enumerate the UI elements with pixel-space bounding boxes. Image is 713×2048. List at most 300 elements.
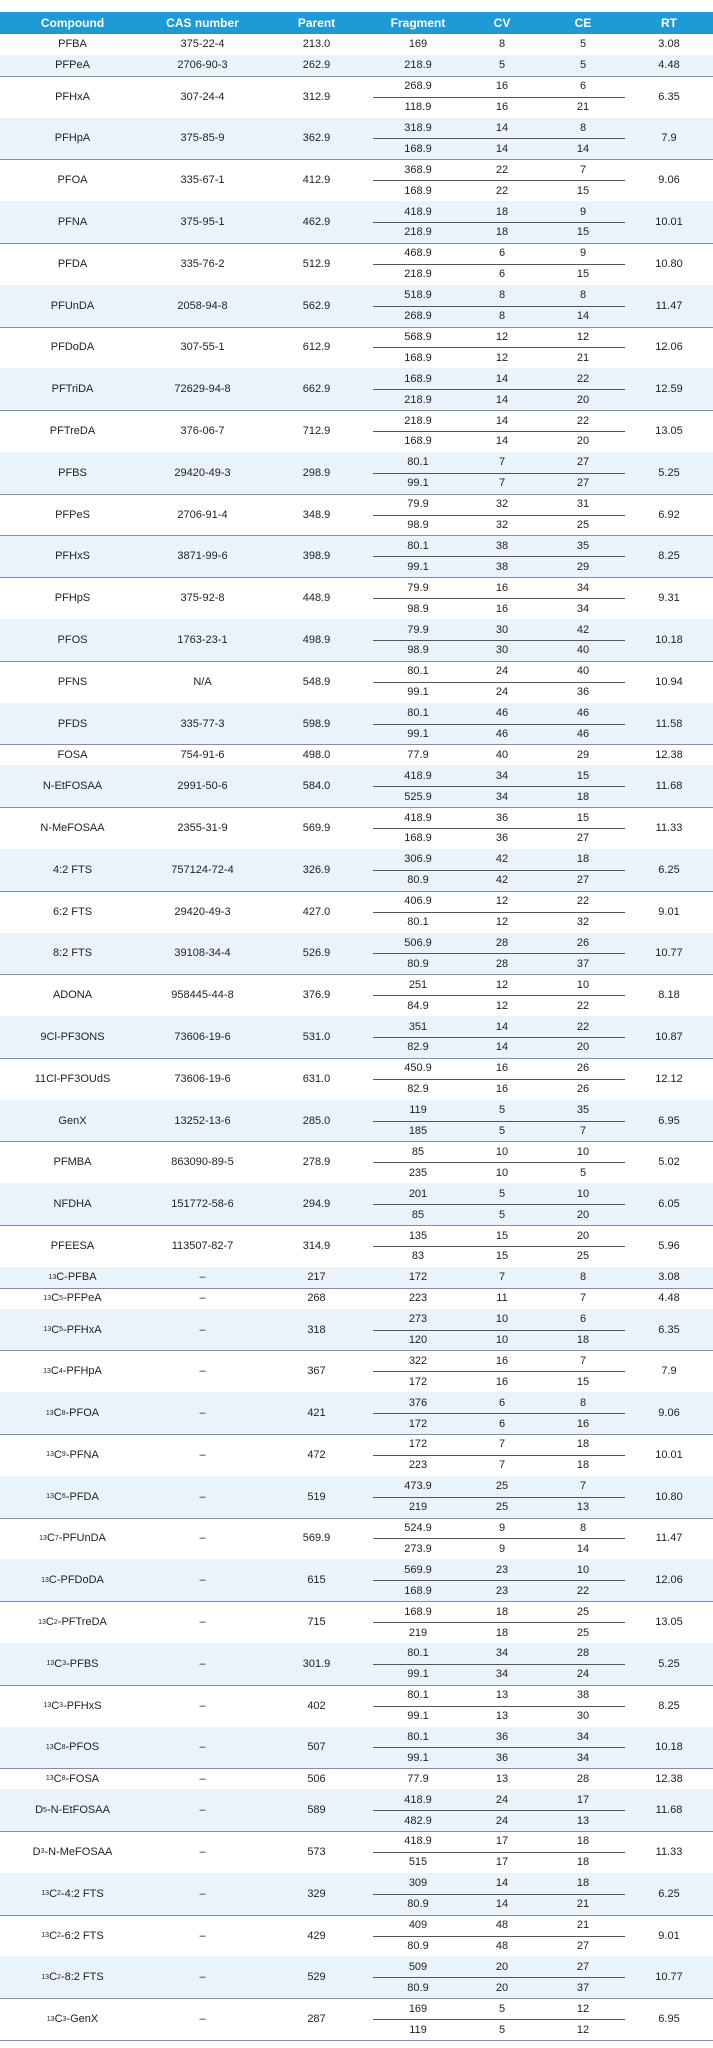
- compound-carbon-symbol: C: [53, 1448, 62, 1461]
- fragment-mass: 351: [408, 1020, 428, 1033]
- compound-base-name: -PFBS: [66, 1657, 99, 1670]
- compound-isotope-mass: 13: [41, 1932, 50, 1940]
- retention-time: 5.02: [658, 1156, 680, 1169]
- table-row: [0, 368, 713, 410]
- table-row: [0, 661, 713, 703]
- retention-time: 9.06: [658, 1407, 680, 1420]
- collision-energy: 7: [579, 163, 587, 176]
- cone-voltage: 5: [498, 1187, 506, 1200]
- header-cas: CAS number: [166, 16, 239, 30]
- collision-energy: 32: [576, 916, 590, 929]
- cone-voltage: 10: [495, 1145, 509, 1158]
- cone-voltage: 13: [495, 1772, 509, 1785]
- compound-base-name: C-PFDoDA: [48, 1574, 104, 1587]
- parent-mass: 506: [307, 1772, 326, 1785]
- collision-energy: 34: [576, 602, 590, 615]
- fragment-mass: 169: [408, 38, 428, 51]
- fragment-mass: 468.9: [404, 247, 432, 260]
- retention-time: 6.35: [658, 1323, 680, 1336]
- cas-number: 307-55-1: [180, 341, 225, 354]
- collision-energy: 18: [576, 1856, 590, 1869]
- cas-number: 151772-58-6: [171, 1198, 234, 1211]
- parent-mass: 301.9: [302, 1657, 331, 1670]
- fragment-row: [0, 1497, 713, 1518]
- parent-mass: 429: [307, 1929, 326, 1942]
- collision-energy: 8: [579, 1522, 587, 1535]
- compound-carbon-symbol: C: [54, 2013, 63, 2026]
- fragment-mass: 80.9: [407, 1898, 429, 1911]
- cone-voltage: 5: [498, 1208, 506, 1221]
- fragment-row: [0, 849, 713, 870]
- collision-energy: 10: [576, 1145, 590, 1158]
- compound-name: NFDHA: [53, 1198, 92, 1211]
- table-row: [0, 494, 713, 536]
- fragment-row: [0, 870, 713, 891]
- row-divider: [0, 2040, 713, 2041]
- parent-mass: 402: [307, 1699, 326, 1712]
- fragment-mass: 168.9: [404, 184, 432, 197]
- compound-name: PFTriDA: [51, 383, 94, 396]
- collision-energy: 18: [576, 1835, 590, 1848]
- collision-energy: 7: [579, 1292, 587, 1305]
- compound-base-name: C-PFBA: [56, 1271, 97, 1284]
- cone-voltage: 17: [495, 1856, 509, 1869]
- parent-mass: 314.9: [302, 1239, 331, 1252]
- fragment-mass: 473.9: [404, 1480, 432, 1493]
- fragment-mass: 99.1: [407, 1751, 429, 1764]
- parent-mass: 312.9: [302, 90, 331, 103]
- compound-name: PFNS: [57, 675, 88, 688]
- cone-voltage: 16: [495, 80, 509, 93]
- fragment-row: [0, 1727, 713, 1748]
- parent-mass: 367: [307, 1365, 326, 1378]
- collision-energy: 27: [576, 832, 590, 845]
- fragment-mass: 235: [408, 1166, 428, 1179]
- table-row: [0, 1350, 713, 1392]
- compound-carbon-symbol: C: [51, 1323, 60, 1336]
- fragment-mass: 80.1: [407, 456, 429, 469]
- fragment-row: [0, 1747, 713, 1768]
- retention-time: 5.96: [658, 1239, 680, 1252]
- collision-energy: 34: [576, 1751, 590, 1764]
- parent-mass: 348.9: [302, 508, 331, 521]
- cone-voltage: 9: [498, 1542, 506, 1555]
- collision-energy: 34: [576, 1731, 590, 1743]
- cas-number: 1763-23-1: [177, 633, 228, 646]
- fragment-mass: 98.9: [407, 602, 429, 615]
- retention-time: 7.9: [661, 1365, 677, 1378]
- cone-voltage: 14: [495, 122, 509, 135]
- compound-base-name: -PFHxS: [63, 1699, 102, 1712]
- fragment-mass: 80.1: [407, 665, 429, 678]
- parent-mass: 631.0: [302, 1072, 331, 1085]
- fragment-row: [0, 1601, 713, 1622]
- table-row: [0, 1225, 713, 1267]
- cone-voltage: 8: [498, 38, 506, 51]
- fragment-mass: 218.9: [404, 393, 432, 406]
- fragment-mass: 85: [411, 1208, 425, 1221]
- collision-energy: 42: [576, 623, 590, 636]
- collision-energy: 35: [576, 539, 590, 552]
- fragment-row: [0, 243, 713, 264]
- compound-name: PFDoDA: [50, 341, 95, 354]
- compound-carbon-symbol: C: [45, 1616, 54, 1629]
- cone-voltage: 5: [498, 2023, 506, 2036]
- fragment-mass: 218.9: [404, 226, 432, 239]
- collision-energy: 10: [576, 978, 590, 991]
- compound-base-name: -8:2 FTS: [60, 1971, 104, 1984]
- collision-energy: 22: [576, 414, 590, 427]
- fragment-mass: 273: [408, 1313, 428, 1326]
- fragment-row: [0, 55, 713, 76]
- fragment-row: [0, 1831, 713, 1852]
- cas-number: 73606-19-6: [174, 1030, 231, 1043]
- cone-voltage: 36: [495, 1731, 509, 1743]
- compound-name: ADONA: [52, 989, 93, 1002]
- compound-isotope-mass: 13: [46, 2015, 55, 2023]
- cas-number: –: [199, 2013, 206, 2026]
- fragment-mass: 251: [408, 978, 428, 991]
- cone-voltage: 15: [495, 1250, 509, 1263]
- collision-energy: 40: [576, 644, 590, 657]
- compound-name: PFHpS: [54, 592, 91, 605]
- fragment-row: [0, 786, 713, 807]
- collision-energy: 15: [576, 226, 590, 239]
- compound-carbon-symbol: C: [50, 1365, 59, 1378]
- collision-energy: 27: [576, 477, 590, 490]
- fragment-row: [0, 1518, 713, 1539]
- retention-time: 11.47: [655, 299, 683, 312]
- parent-mass: 519: [307, 1490, 326, 1503]
- parent-mass: 569.9: [302, 822, 331, 835]
- collision-energy: 18: [576, 853, 590, 866]
- cas-number: –: [199, 1407, 206, 1420]
- fragment-row: [0, 619, 713, 640]
- fragment-row: [0, 1434, 713, 1455]
- cone-voltage: 5: [498, 1125, 506, 1138]
- table-row: [0, 1915, 713, 1957]
- collision-energy: 6: [579, 80, 587, 93]
- cone-voltage: 38: [495, 560, 509, 573]
- compound-name: 4:2 FTS: [52, 863, 93, 876]
- parent-mass: 326.9: [302, 863, 331, 876]
- parent-mass: 329: [307, 1887, 326, 1900]
- fragment-row: [0, 703, 713, 724]
- collision-energy: 15: [576, 769, 590, 782]
- cone-voltage: 12: [495, 351, 509, 364]
- fragment-row: [0, 1121, 713, 1142]
- fragment-mass: 82.9: [407, 1041, 429, 1054]
- cas-number: 113507-82-7: [171, 1239, 234, 1252]
- fragment-mass: 80.9: [407, 874, 429, 887]
- fragment-mass: 309: [408, 1877, 428, 1890]
- parent-mass: 589: [307, 1804, 326, 1817]
- compound-name: PFHxS: [55, 550, 90, 563]
- compound-isotope-count: 3: [62, 1660, 67, 1668]
- fragment-row: [0, 1894, 713, 1915]
- retention-time: 11.47: [655, 1532, 683, 1545]
- collision-energy: 21: [576, 351, 590, 364]
- cone-voltage: 24: [495, 1814, 509, 1827]
- compound-base-name: -PFPeA: [63, 1292, 102, 1305]
- fragment-mass: 82.9: [407, 1083, 429, 1096]
- cone-voltage: 12: [495, 916, 509, 929]
- fragment-row: [0, 912, 713, 933]
- collision-energy: 22: [576, 372, 590, 385]
- compound-isotope-mass: 13: [43, 1367, 51, 1375]
- retention-time: 8.18: [658, 989, 680, 1002]
- cone-voltage: 25: [495, 1480, 509, 1493]
- cone-voltage: 14: [495, 372, 509, 385]
- fragment-mass: 219: [408, 1626, 428, 1639]
- collision-energy: 24: [576, 1668, 590, 1681]
- cas-number: –: [199, 1616, 206, 1629]
- cone-voltage: 5: [498, 2002, 506, 2015]
- compound-isotope-count: 2: [53, 1618, 58, 1626]
- cas-number: 29420-49-3: [174, 905, 231, 918]
- retention-time: 12.38: [655, 1772, 683, 1785]
- table-row: [0, 1141, 713, 1183]
- compound-isotope-count: 9: [61, 1451, 66, 1459]
- compound-isotope-count: 2: [57, 1890, 61, 1898]
- compound-isotope-count: 3: [59, 1702, 64, 1710]
- cas-number: 3871-99-6: [177, 550, 228, 563]
- fragment-mass: 172: [408, 1375, 428, 1388]
- cas-number: 307-24-4: [180, 90, 225, 103]
- compound-name: PFBA: [58, 38, 87, 51]
- collision-energy: 28: [576, 1647, 590, 1660]
- fragment-row: [0, 682, 713, 703]
- cone-voltage: 36: [495, 832, 509, 845]
- cas-number: –: [199, 1887, 206, 1900]
- fragment-row: [0, 1810, 713, 1831]
- compound-isotope-count: 4: [58, 1367, 63, 1375]
- parent-mass: 213.0: [302, 38, 331, 51]
- fragment-row: [0, 1350, 713, 1371]
- fragment-row: [0, 473, 713, 494]
- retention-time: 10.80: [655, 257, 683, 270]
- retention-time: 10.77: [655, 947, 683, 960]
- table-row: [0, 159, 713, 201]
- fragment-row: [0, 118, 713, 139]
- fragment-mass: 525.9: [404, 790, 432, 803]
- cone-voltage: 22: [495, 184, 509, 197]
- cas-number: –: [199, 1448, 206, 1461]
- compound-name: PFTreDA: [49, 425, 96, 438]
- retention-time: 6.05: [658, 1198, 680, 1211]
- retention-time: 8.25: [658, 550, 680, 563]
- retention-time: 10.94: [655, 675, 683, 688]
- fragment-mass: 450.9: [404, 1062, 432, 1075]
- fragment-row: [0, 1998, 713, 2019]
- fragment-row: [0, 1977, 713, 1998]
- cone-voltage: 20: [495, 1981, 509, 1994]
- fragment-mass: 98.9: [407, 644, 429, 657]
- compound-isotope-count: 5: [43, 1806, 47, 1814]
- cone-voltage: 32: [495, 519, 509, 532]
- compound-carbon-symbol: C: [49, 1929, 58, 1942]
- collision-energy: 12: [576, 2023, 590, 2036]
- compound-name: PFPeS: [55, 508, 90, 521]
- collision-energy: 25: [576, 519, 590, 532]
- fragment-row: [0, 159, 713, 180]
- header-cv: CV: [493, 16, 511, 30]
- cone-voltage: 9: [498, 1522, 506, 1535]
- table-row: [0, 1016, 713, 1058]
- cone-voltage: 14: [495, 414, 509, 427]
- retention-time: 4.48: [658, 59, 680, 72]
- compound-carbon-symbol: C: [53, 1407, 62, 1420]
- header-ce: CE: [574, 16, 592, 30]
- fragment-row: [0, 1789, 713, 1810]
- parent-mass: 569.9: [302, 1532, 331, 1545]
- fragment-row: [0, 1936, 713, 1957]
- compound-name: 9Cl-PF3ONS: [40, 1030, 105, 1043]
- fragment-mass: 223: [408, 1292, 428, 1305]
- retention-time: 10.80: [655, 1490, 683, 1503]
- fragment-row: [0, 431, 713, 452]
- fragment-row: [0, 306, 713, 327]
- fragment-mass: 418.9: [404, 1835, 432, 1848]
- cone-voltage: 12: [495, 999, 509, 1012]
- cone-voltage: 16: [495, 581, 509, 594]
- compound-name: PFEESA: [50, 1239, 95, 1252]
- compound-isotope-mass: 13: [45, 1775, 54, 1783]
- fragment-mass: 506.9: [404, 936, 432, 949]
- cas-number: –: [199, 1971, 206, 1984]
- table-row: [0, 807, 713, 849]
- fragment-row: [0, 1538, 713, 1559]
- fragment-mass: 80.9: [407, 1939, 429, 1952]
- compound-isotope-mass: 13: [41, 1890, 50, 1898]
- fragment-mass: 168.9: [404, 351, 432, 364]
- fragment-row: [0, 1162, 713, 1183]
- fragment-row: [0, 828, 713, 849]
- collision-energy: 28: [576, 1772, 590, 1785]
- collision-energy: 26: [576, 1083, 590, 1096]
- fragment-row: [0, 1058, 713, 1079]
- cas-number: 2991-50-6: [177, 780, 228, 793]
- fragment-mass: 322: [408, 1354, 428, 1367]
- collision-energy: 25: [576, 1626, 590, 1639]
- compound-name: 6:2 FTS: [52, 905, 93, 918]
- collision-energy: 29: [576, 560, 590, 573]
- table-row: [0, 849, 713, 891]
- table-row: [0, 1956, 713, 1998]
- parent-mass: 448.9: [302, 592, 331, 605]
- compound-carbon-symbol: C: [51, 1292, 60, 1305]
- table-row: [0, 1873, 713, 1915]
- cas-number: –: [199, 1699, 206, 1712]
- parent-mass: 217: [307, 1271, 326, 1284]
- retention-time: 6.95: [658, 1114, 680, 1127]
- fragment-row: [0, 494, 713, 515]
- fragment-row: [0, 452, 713, 473]
- cone-voltage: 23: [495, 1584, 509, 1597]
- cone-voltage: 16: [495, 101, 509, 114]
- fragment-row: [0, 1622, 713, 1643]
- cas-number: 2058-94-8: [177, 299, 228, 312]
- fragment-mass: 80.1: [407, 1731, 429, 1743]
- table-row: [0, 744, 713, 765]
- cone-voltage: 14: [495, 1898, 509, 1911]
- fragment-row: [0, 201, 713, 222]
- collision-energy: 10: [576, 1563, 590, 1576]
- cone-voltage: 14: [495, 435, 509, 448]
- cone-voltage: 28: [495, 957, 509, 970]
- fragment-row: [0, 285, 713, 306]
- fragment-mass: 168.9: [404, 435, 432, 448]
- fragment-mass: 99.1: [407, 560, 429, 573]
- collision-energy: 21: [576, 1898, 590, 1911]
- fragment-mass: 135: [408, 1229, 428, 1242]
- collision-energy: 21: [576, 101, 590, 114]
- cas-number: N/A: [193, 675, 212, 688]
- cone-voltage: 5: [498, 1104, 506, 1117]
- collision-energy: 18: [576, 1333, 590, 1346]
- parent-mass: 294.9: [302, 1198, 331, 1211]
- cas-number: –: [199, 1532, 206, 1545]
- cone-voltage: 10: [495, 1166, 509, 1179]
- collision-energy: 26: [576, 936, 590, 949]
- parent-mass: 548.9: [302, 675, 331, 688]
- cone-voltage: 12: [495, 895, 509, 908]
- cas-number: 335-77-3: [180, 717, 225, 730]
- compound-name: PFOS: [57, 633, 88, 646]
- fragment-row: [0, 1852, 713, 1873]
- parent-mass: 662.9: [302, 383, 331, 396]
- fragment-row: [0, 1685, 713, 1706]
- compound-carbon-symbol: C: [49, 1887, 58, 1900]
- compound-name: PFNA: [57, 216, 88, 229]
- parent-mass: 262.9: [302, 59, 331, 72]
- fragment-mass: 80.1: [407, 539, 429, 552]
- collision-energy: 38: [576, 1689, 590, 1702]
- compound-isotope-mass: 13: [46, 1451, 54, 1459]
- compound-base-name: -PFUnDA: [58, 1532, 106, 1545]
- table-row: [0, 765, 713, 807]
- compound-isotope-mass: 13: [41, 1576, 49, 1584]
- cas-number: 73606-19-6: [174, 1072, 231, 1085]
- cas-number: 754-91-6: [180, 748, 225, 761]
- fragment-mass: 99.1: [407, 686, 429, 699]
- fragment-mass: 80.1: [407, 707, 429, 720]
- collision-energy: 15: [576, 1375, 590, 1388]
- fragment-mass: 268.9: [404, 310, 432, 323]
- fragment-row: [0, 1455, 713, 1476]
- parent-mass: 573: [307, 1845, 326, 1858]
- fragment-mass: 77.9: [407, 1772, 429, 1785]
- collision-energy: 7: [579, 1480, 587, 1493]
- retention-time: 3.08: [658, 38, 680, 51]
- table-row: [0, 1183, 713, 1225]
- collision-energy: 37: [576, 957, 590, 970]
- compound-isotope-mass: 13: [43, 1294, 52, 1302]
- retention-time: 8.25: [658, 1699, 680, 1712]
- retention-time: 6.25: [658, 1887, 680, 1900]
- fragment-mass: 368.9: [404, 163, 432, 176]
- fragment-mass: 80.9: [407, 1981, 429, 1994]
- fragment-mass: 482.9: [404, 1814, 432, 1827]
- cas-number: –: [199, 1804, 206, 1817]
- parent-mass: 412.9: [302, 174, 331, 187]
- cas-number: –: [199, 1845, 206, 1858]
- cone-voltage: 18: [495, 1605, 509, 1618]
- fragment-row: [0, 1246, 713, 1267]
- cone-voltage: 40: [495, 748, 509, 761]
- cas-number: 375-95-1: [180, 216, 225, 229]
- cas-number: –: [199, 1574, 206, 1587]
